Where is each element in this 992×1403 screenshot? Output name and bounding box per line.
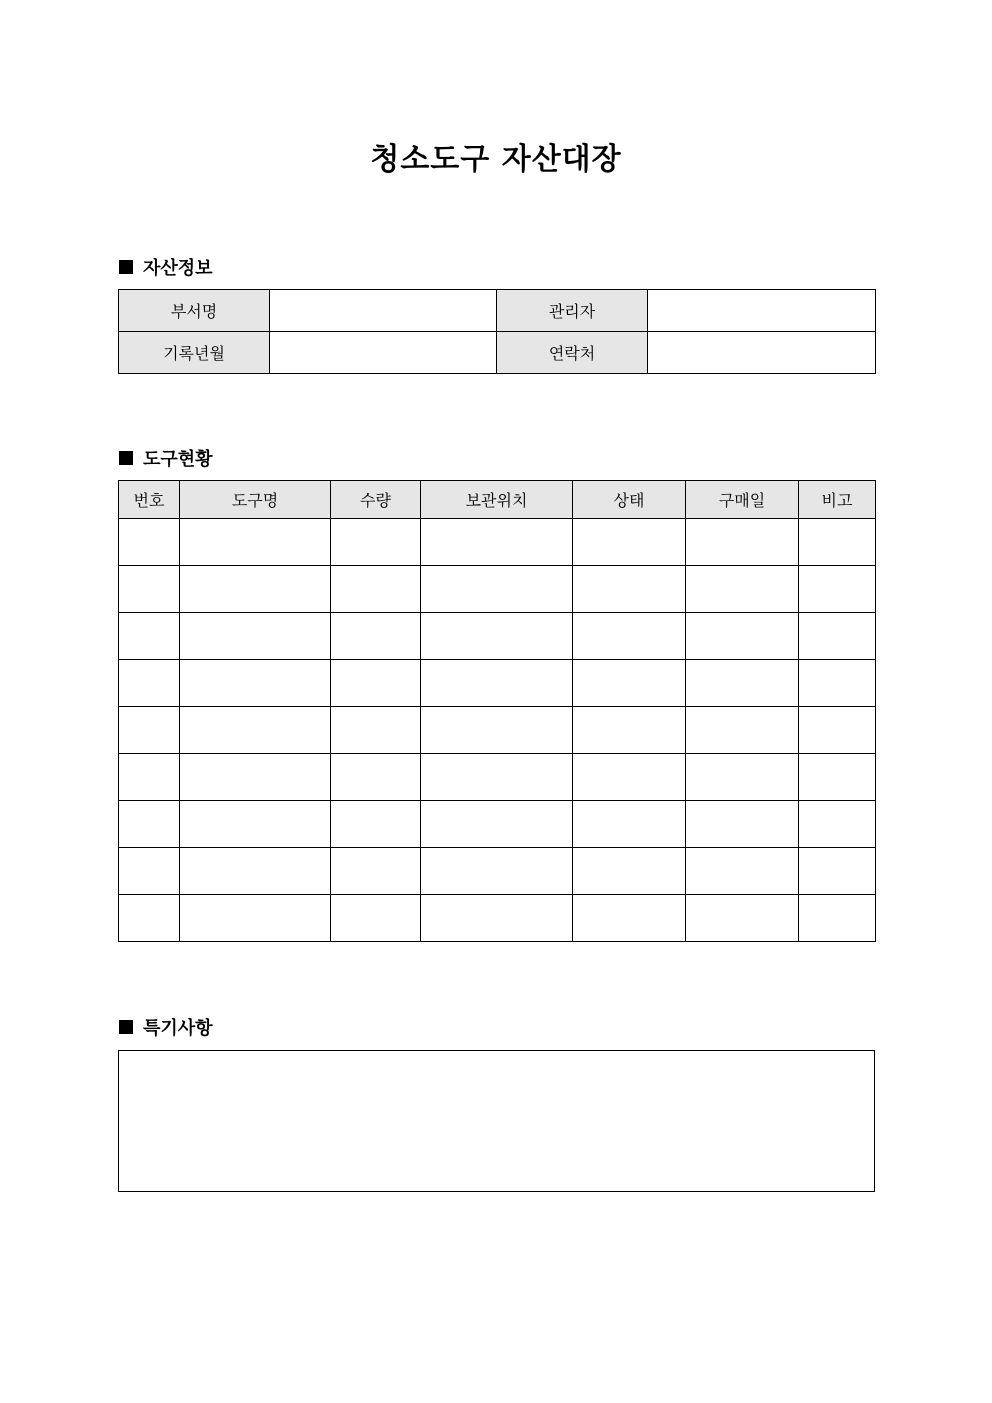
cell-tool-name[interactable] bbox=[180, 848, 331, 895]
department-label: 부서명 bbox=[119, 290, 270, 332]
cell-number[interactable] bbox=[119, 895, 180, 942]
cell-tool-name[interactable] bbox=[180, 566, 331, 613]
cell-purchase-date[interactable] bbox=[686, 613, 799, 660]
record-month-label: 기록년월 bbox=[119, 332, 270, 374]
cell-purchase-date[interactable] bbox=[686, 707, 799, 754]
cell-storage-location[interactable] bbox=[421, 848, 573, 895]
notes-heading bbox=[119, 1014, 213, 1040]
cell-quantity[interactable] bbox=[331, 848, 421, 895]
cell-storage-location[interactable] bbox=[421, 613, 573, 660]
asset-info-heading-label: 자산정보 bbox=[143, 258, 213, 279]
cell-tool-name[interactable] bbox=[180, 660, 331, 707]
cell-quantity[interactable] bbox=[331, 519, 421, 566]
square-bullet-icon bbox=[119, 260, 133, 274]
cell-storage-location[interactable] bbox=[421, 519, 573, 566]
cell-quantity[interactable] bbox=[331, 707, 421, 754]
tool-status-heading bbox=[119, 445, 213, 471]
cell-storage-location[interactable] bbox=[421, 895, 573, 942]
cell-tool-name[interactable] bbox=[180, 613, 331, 660]
cell-condition[interactable] bbox=[573, 895, 686, 942]
cell-quantity[interactable] bbox=[331, 801, 421, 848]
cell-quantity[interactable] bbox=[331, 566, 421, 613]
table-row bbox=[119, 660, 876, 707]
table-row bbox=[119, 519, 876, 566]
cell-tool-name[interactable] bbox=[180, 707, 331, 754]
cell-number[interactable] bbox=[119, 801, 180, 848]
table-row bbox=[119, 801, 876, 848]
contact-field[interactable] bbox=[648, 332, 876, 374]
asset-info-heading bbox=[119, 254, 213, 280]
table-row bbox=[119, 613, 876, 660]
cell-condition[interactable] bbox=[573, 801, 686, 848]
cell-remarks[interactable] bbox=[799, 707, 876, 754]
column-header-number: 번호 bbox=[119, 481, 180, 519]
square-bullet-icon bbox=[119, 1020, 133, 1034]
cell-condition[interactable] bbox=[573, 613, 686, 660]
cell-storage-location[interactable] bbox=[421, 566, 573, 613]
cell-quantity[interactable] bbox=[331, 613, 421, 660]
cell-storage-location[interactable] bbox=[421, 801, 573, 848]
cell-purchase-date[interactable] bbox=[686, 660, 799, 707]
cell-storage-location[interactable] bbox=[421, 660, 573, 707]
cell-condition[interactable] bbox=[573, 660, 686, 707]
cell-tool-name[interactable] bbox=[180, 801, 331, 848]
cell-quantity[interactable] bbox=[331, 895, 421, 942]
cell-number[interactable] bbox=[119, 660, 180, 707]
contact-label: 연락처 bbox=[497, 332, 648, 374]
cell-purchase-date[interactable] bbox=[686, 519, 799, 566]
cell-number[interactable] bbox=[119, 754, 180, 801]
tool-status-table bbox=[118, 480, 876, 942]
cell-remarks[interactable] bbox=[799, 801, 876, 848]
table-row bbox=[119, 707, 876, 754]
cell-remarks[interactable] bbox=[799, 519, 876, 566]
cell-purchase-date[interactable] bbox=[686, 801, 799, 848]
cell-purchase-date[interactable] bbox=[686, 754, 799, 801]
cell-tool-name[interactable] bbox=[180, 754, 331, 801]
column-header-storage-location: 보관위치 bbox=[421, 481, 573, 519]
cell-purchase-date[interactable] bbox=[686, 848, 799, 895]
column-header-remarks: 비고 bbox=[799, 481, 876, 519]
cell-number[interactable] bbox=[119, 566, 180, 613]
table-row bbox=[119, 895, 876, 942]
cell-condition[interactable] bbox=[573, 848, 686, 895]
cell-number[interactable] bbox=[119, 519, 180, 566]
cell-number[interactable] bbox=[119, 707, 180, 754]
manager-field[interactable] bbox=[648, 290, 876, 332]
cell-storage-location[interactable] bbox=[421, 707, 573, 754]
cell-condition[interactable] bbox=[573, 707, 686, 754]
column-header-tool-name: 도구명 bbox=[180, 481, 331, 519]
table-row bbox=[119, 566, 876, 613]
cell-remarks[interactable] bbox=[799, 613, 876, 660]
asset-info-table bbox=[118, 289, 876, 374]
column-header-condition: 상태 bbox=[573, 481, 686, 519]
cell-tool-name[interactable] bbox=[180, 519, 331, 566]
table-row bbox=[119, 848, 876, 895]
notes-heading-label: 특기사항 bbox=[143, 1018, 213, 1039]
cell-purchase-date[interactable] bbox=[686, 566, 799, 613]
cell-remarks[interactable] bbox=[799, 566, 876, 613]
tool-status-heading-label: 도구현황 bbox=[143, 449, 213, 470]
cell-condition[interactable] bbox=[573, 754, 686, 801]
document-title: 청소도구 자산대장 bbox=[370, 142, 622, 177]
column-header-quantity: 수량 bbox=[331, 481, 421, 519]
table-row bbox=[119, 754, 876, 801]
cell-storage-location[interactable] bbox=[421, 754, 573, 801]
cell-purchase-date[interactable] bbox=[686, 895, 799, 942]
record-month-field[interactable] bbox=[270, 332, 497, 374]
column-header-purchase-date: 구매일 bbox=[686, 481, 799, 519]
notes-field[interactable] bbox=[118, 1050, 875, 1192]
manager-label: 관리자 bbox=[497, 290, 648, 332]
cell-remarks[interactable] bbox=[799, 754, 876, 801]
department-field[interactable] bbox=[270, 290, 497, 332]
cell-condition[interactable] bbox=[573, 519, 686, 566]
cell-number[interactable] bbox=[119, 848, 180, 895]
cell-tool-name[interactable] bbox=[180, 895, 331, 942]
cell-remarks[interactable] bbox=[799, 895, 876, 942]
cell-remarks[interactable] bbox=[799, 848, 876, 895]
square-bullet-icon bbox=[119, 451, 133, 465]
cell-quantity[interactable] bbox=[331, 660, 421, 707]
cell-number[interactable] bbox=[119, 613, 180, 660]
cell-quantity[interactable] bbox=[331, 754, 421, 801]
cell-condition[interactable] bbox=[573, 566, 686, 613]
cell-remarks[interactable] bbox=[799, 660, 876, 707]
